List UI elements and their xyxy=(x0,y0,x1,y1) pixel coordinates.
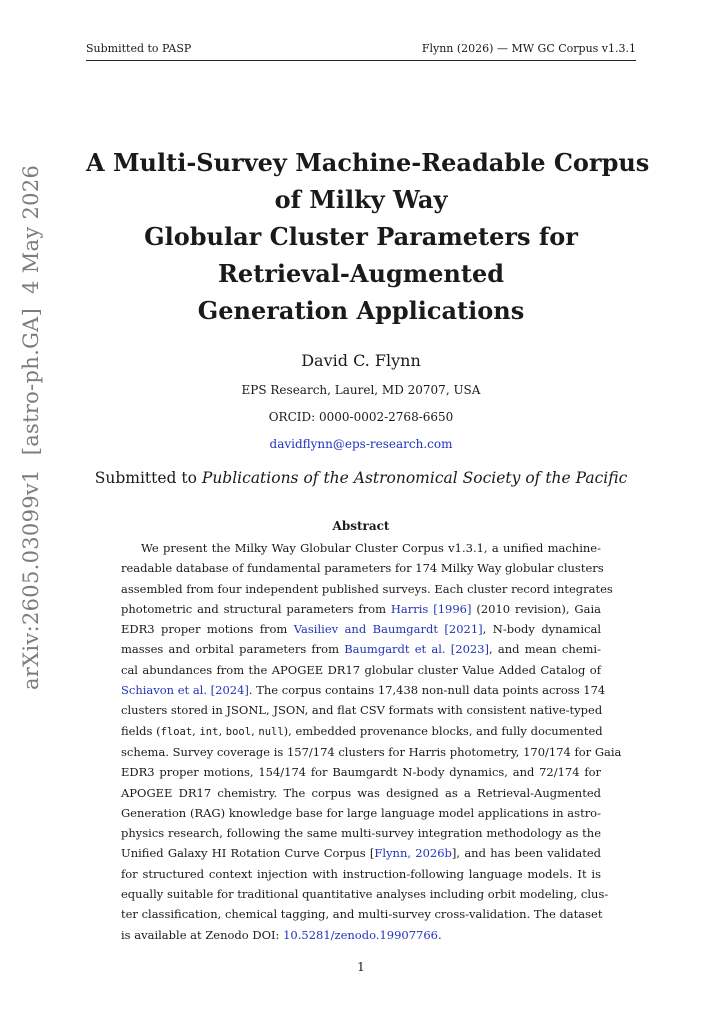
code-type: bool xyxy=(225,725,252,738)
arxiv-date: 4 May 2026 xyxy=(19,164,43,294)
citation-baumgardt-link[interactable]: Baumgardt et al. xyxy=(344,642,446,657)
submission-note xyxy=(86,469,636,487)
abstract-body xyxy=(121,538,622,945)
abstract-text: Unified Galaxy HI Rotation Curve Corpus [ xyxy=(121,846,375,861)
abstract-text: , xyxy=(251,723,259,738)
abstract-text: , xyxy=(192,723,200,738)
abstract-text: . The corpus contains 17,438 non-null data points across 174 xyxy=(248,683,606,698)
author-name: David C. Flynn xyxy=(301,351,421,370)
abstract-line xyxy=(121,619,601,639)
abstract-line: physics research, following the same multi-survey integration methodology as the xyxy=(121,826,601,841)
submitted-prefix: Submitted to xyxy=(94,469,197,487)
abstract-text: , and mean chemi- xyxy=(489,642,601,657)
abstract-text: fields ( xyxy=(121,723,161,738)
abstract-text: masses and orbital parameters from xyxy=(121,642,340,657)
abstract-line: clusters stored in JSONL, JSON, and flat CSV formats with consistent native-typed xyxy=(121,703,603,718)
abstract-line: equally suitable for traditional quantitative analyses including orbit modeling, clus- xyxy=(121,887,609,902)
abstract-line: readable database of fundamental parameters for 174 Milky Way globular clusters xyxy=(121,561,604,576)
code-type: null xyxy=(258,725,284,738)
author-email-link[interactable]: davidflynn@eps-research.com xyxy=(269,437,453,451)
abstract-text: , xyxy=(218,723,226,738)
arxiv-category: [astro-ph.GA] xyxy=(19,307,43,456)
abstract-line xyxy=(121,843,601,863)
abstract-line: assembled from four independent published surveys. Each cluster record integrates xyxy=(121,581,613,596)
abstract-text: ), embedded provenance blocks, and fully documented xyxy=(283,723,603,738)
title-line: Retrieval-Augmented xyxy=(217,259,504,288)
doi-link[interactable]: 10.5281/zenodo.19907766 xyxy=(283,927,438,942)
page-number: 1 xyxy=(357,960,365,974)
citation-harris-year-link[interactable]: [1996] xyxy=(433,601,472,616)
title-line: Generation Applications xyxy=(197,296,525,325)
abstract-line: ter classification, chemical tagging, and multi-survey cross-validation. The dataset xyxy=(121,907,603,922)
abstract-line: for structured context injection with instruction-following language models. It is xyxy=(121,866,601,881)
citation-vasiliev-link[interactable]: Vasiliev and Baumgardt xyxy=(293,622,438,637)
abstract-text: , N-body dynamical xyxy=(482,622,601,637)
citation-schiavon-link[interactable]: Schiavon et al. xyxy=(121,683,208,698)
abstract-line xyxy=(121,925,601,945)
title-line: Globular Cluster Parameters for xyxy=(144,222,578,251)
abstract-line: schema. Survey coverage is 157/174 clusters for Harris photometry, 170/174 for Gaia xyxy=(121,744,622,759)
abstract-line: cal abundances from the APOGEE DR17 globular cluster Value Added Catalog of xyxy=(121,662,601,677)
abstract-line xyxy=(121,639,601,659)
abstract-line xyxy=(121,721,601,742)
abstract-line xyxy=(121,599,601,619)
author-affiliation: EPS Research, Laurel, MD 20707, USA xyxy=(241,383,481,397)
citation-vasiliev-year-link[interactable]: [2021] xyxy=(444,622,483,637)
citation-flynn-link[interactable]: Flynn, 2026b xyxy=(374,846,452,861)
abstract-heading: Abstract xyxy=(332,519,390,533)
arxiv-stamp xyxy=(19,151,43,690)
paper-title xyxy=(86,144,650,329)
arxiv-id: arXiv:2605.03099v1 xyxy=(19,469,43,690)
abstract-line: Generation (RAG) knowledge base for large language model applications in astro- xyxy=(121,805,601,820)
abstract-text: is available at Zenodo DOI: xyxy=(121,927,280,942)
abstract-text: EDR3 proper motions from xyxy=(121,622,288,637)
abstract-line xyxy=(121,680,606,700)
abstract-text: ], and has been validated xyxy=(451,846,602,861)
citation-harris-link[interactable]: Harris xyxy=(390,601,429,616)
title-line: A Multi-Survey Machine-Readable Corpus xyxy=(86,148,650,177)
title-line: of Milky Way xyxy=(274,185,448,214)
author-orcid: ORCID: 0000-0002-2768-6650 xyxy=(268,410,454,424)
header-right: Flynn (2026) — MW GC Corpus v1.3.1 xyxy=(421,42,636,55)
running-header xyxy=(86,42,636,61)
abstract-line: EDR3 proper motions, 154/174 for Baumgardt N-body dynamics, and 72/174 for xyxy=(121,765,601,780)
journal-name: Publications of the Astronomical Society of the Pacific xyxy=(201,469,628,487)
citation-baumgardt-year-link[interactable]: [2023] xyxy=(450,642,490,657)
code-type: float xyxy=(160,725,193,738)
abstract-text: photometric and structural parameters from xyxy=(121,601,386,616)
header-left: Submitted to PASP xyxy=(86,42,192,55)
abstract-text: (2010 revision), Gaia xyxy=(476,601,602,616)
code-type: int xyxy=(199,725,219,738)
abstract-line: We present the Milky Way Globular Cluster Corpus v1.3.1, a unified machine- xyxy=(141,541,601,555)
abstract-text: . xyxy=(438,927,442,942)
abstract-line: APOGEE DR17 chemistry. The corpus was designed as a Retrieval-Augmented xyxy=(121,785,601,800)
citation-schiavon-year-link[interactable]: [2024] xyxy=(210,683,249,698)
